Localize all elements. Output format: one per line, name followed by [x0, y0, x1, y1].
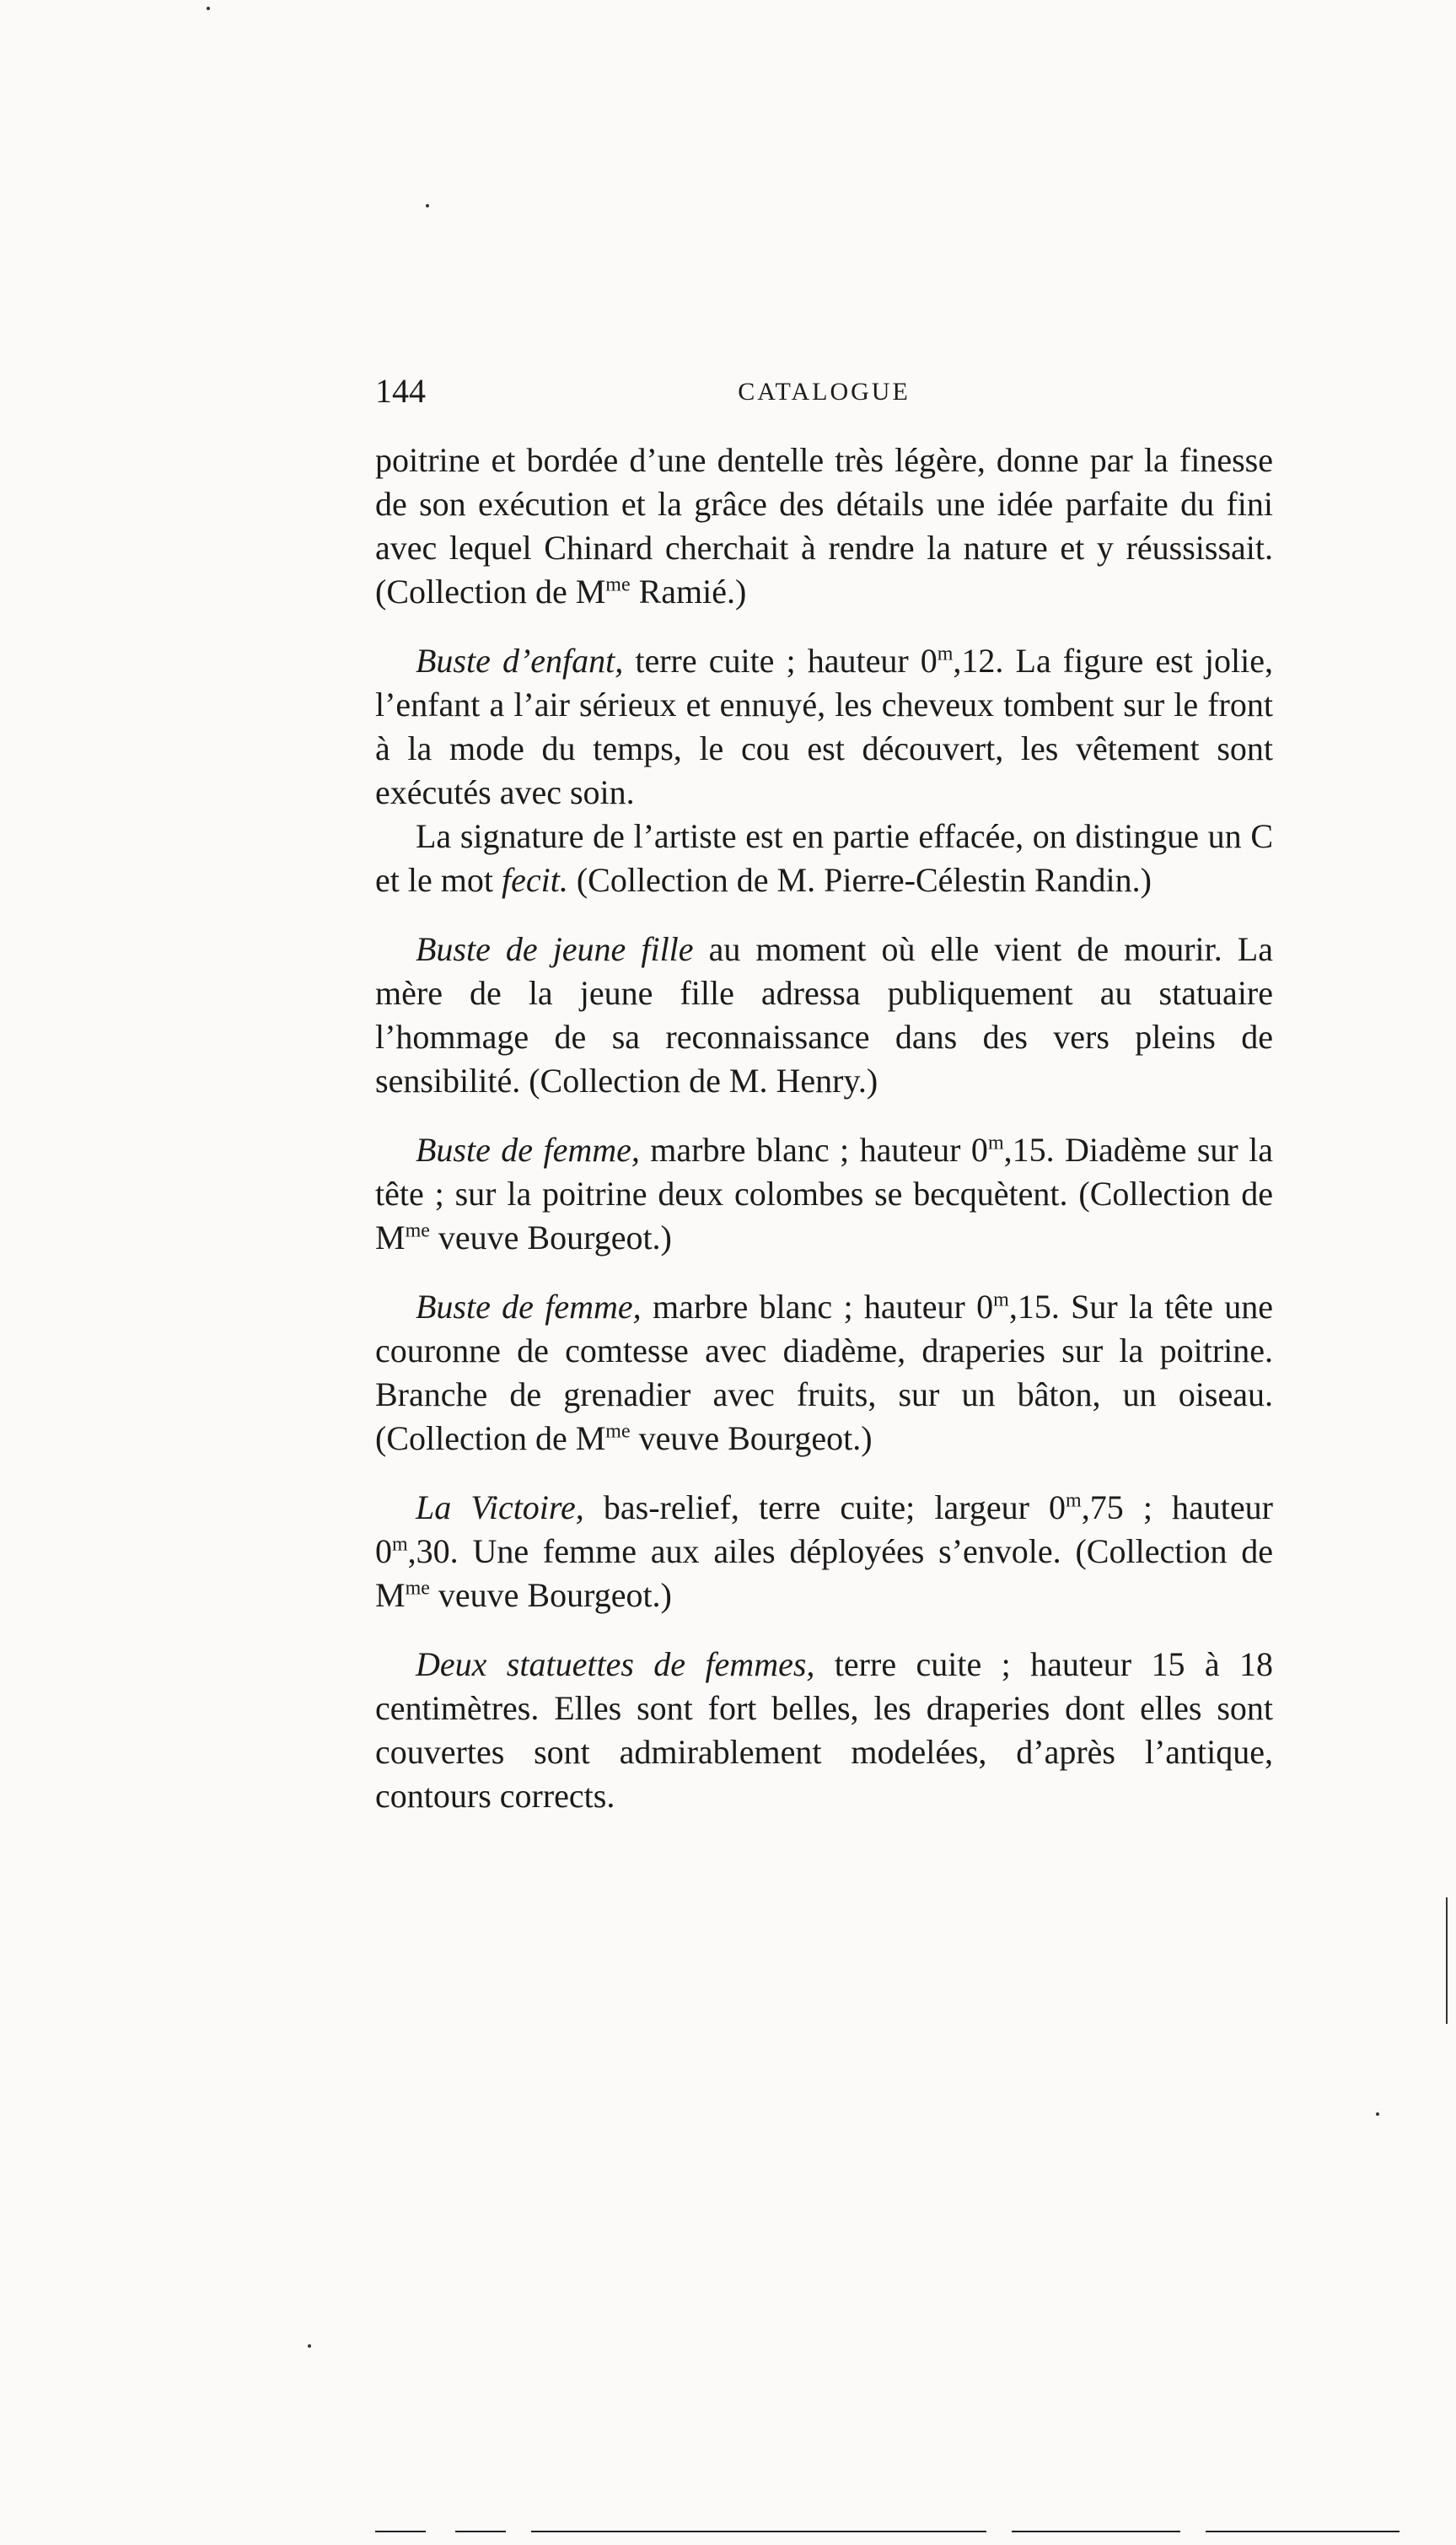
superscript: me: [405, 1219, 430, 1242]
scan-speck: [426, 204, 429, 207]
scan-edge-mark: [1446, 1948, 1448, 2024]
superscript: m: [993, 1289, 1009, 1311]
text-run: bas-relief, terre cuite; largeur 0: [583, 1488, 1066, 1526]
footer-rule: [455, 2531, 506, 2532]
running-title: CATALOGUE: [738, 378, 911, 406]
text-run: La signature de l’artiste est en partie effacée, on distingue un C et le mot: [375, 817, 1273, 899]
superscript: m: [987, 1132, 1004, 1154]
entry-buste-enfant: [375, 639, 1273, 815]
page-header: [375, 371, 1273, 422]
text-run: ,15. Sur la tête une couronne de comtesse avec diadème, draperies sur la poitrine. Branche de grenadier avec fruits, sur un bâton, un oiseau. (Collection de M: [375, 1288, 1274, 1457]
superscript: me: [405, 1577, 430, 1600]
entry-buste-jeune-fille: [375, 928, 1273, 1103]
superscript: me: [605, 1420, 631, 1443]
text-run: marbre blanc ; hauteur 0: [641, 1288, 994, 1326]
text-run: au moment où elle vient de mourir. La mère de la jeune fille adressa publiquement au statuaire l’hommage de sa reconnaissance dans des vers pleins de sensibilité. (Collection de M. Henry.): [375, 930, 1273, 1100]
italic-word: fecit.: [501, 861, 568, 899]
entry-title: Buste de femme,: [416, 1131, 640, 1169]
text-run: poitrine et bordée d’une dentelle très légère, donne par la finesse de son exécution et la grâce des détails une idée parfaite du fini avec lequel Chinard cherchait à rendre la nature et y réussissait. (Collection de M: [375, 441, 1273, 611]
catalogue-text: [375, 439, 1273, 1818]
text-run: terre cuite ; hauteur 0: [623, 642, 938, 680]
entry-title: Buste de femme,: [416, 1288, 642, 1326]
text-run: ,12. La figure est jolie, l’enfant a l’air sérieux et ennuyé, les cheveux tombent sur le front à la mode du temps, le cou est découvert, les vêtement sont exécutés avec soin.: [375, 642, 1273, 811]
text-run: veuve Bourgeot.): [429, 1219, 672, 1256]
footer-rule: [1012, 2531, 1180, 2532]
text-run: terre cuite ; hauteur 15 à 18 centimètres. Elles sont fort belles, les draperies dont elles sont couvertes sont admirablement modelées, d’après l’antique, contours corrects.: [375, 1645, 1273, 1815]
entry-signature-note: [375, 815, 1273, 902]
footer-rule: [375, 2531, 426, 2532]
scan-speck: [1376, 2112, 1379, 2116]
entry-buste-femme-1: [375, 1128, 1273, 1260]
text-run: veuve Bourgeot.): [630, 1419, 873, 1457]
scan-speck: [207, 7, 210, 10]
text-run: (Collection de M. Pierre-Célestin Randin.): [567, 861, 1152, 899]
entry-buste-femme-2: [375, 1285, 1273, 1461]
entry-la-victoire: [375, 1486, 1273, 1617]
superscript: m: [937, 643, 954, 665]
text-run: ,15. Diadème sur la tête ; sur la poitrine deux colombes se becquètent. (Collection de M: [375, 1131, 1274, 1256]
superscript: m: [392, 1533, 408, 1556]
entry-title: Buste de jeune fille: [416, 930, 694, 968]
page-number: 144: [375, 372, 426, 410]
entry-deux-statuettes: [375, 1643, 1273, 1818]
text-run: marbre blanc ; hauteur 0: [639, 1131, 988, 1169]
scan-speck: [308, 2344, 311, 2348]
footer-rule: [1206, 2531, 1400, 2532]
superscript: m: [1066, 1489, 1082, 1512]
text-run: ,75 ; hauteur 0: [375, 1488, 1273, 1570]
footer-rule: [531, 2531, 986, 2532]
entry-title: Buste d’enfant,: [416, 642, 624, 680]
superscript: me: [605, 573, 631, 596]
text-run: ,30. Une femme aux ailes déployées s’envole. (Collection de M: [375, 1532, 1273, 1614]
text-run: Ramié.): [630, 573, 747, 611]
paragraph-continued: [375, 439, 1273, 614]
text-run: veuve Bourgeot.): [429, 1576, 672, 1614]
entry-title: La Victoire,: [416, 1488, 584, 1526]
entry-title: Deux statuettes de femmes,: [416, 1645, 815, 1683]
